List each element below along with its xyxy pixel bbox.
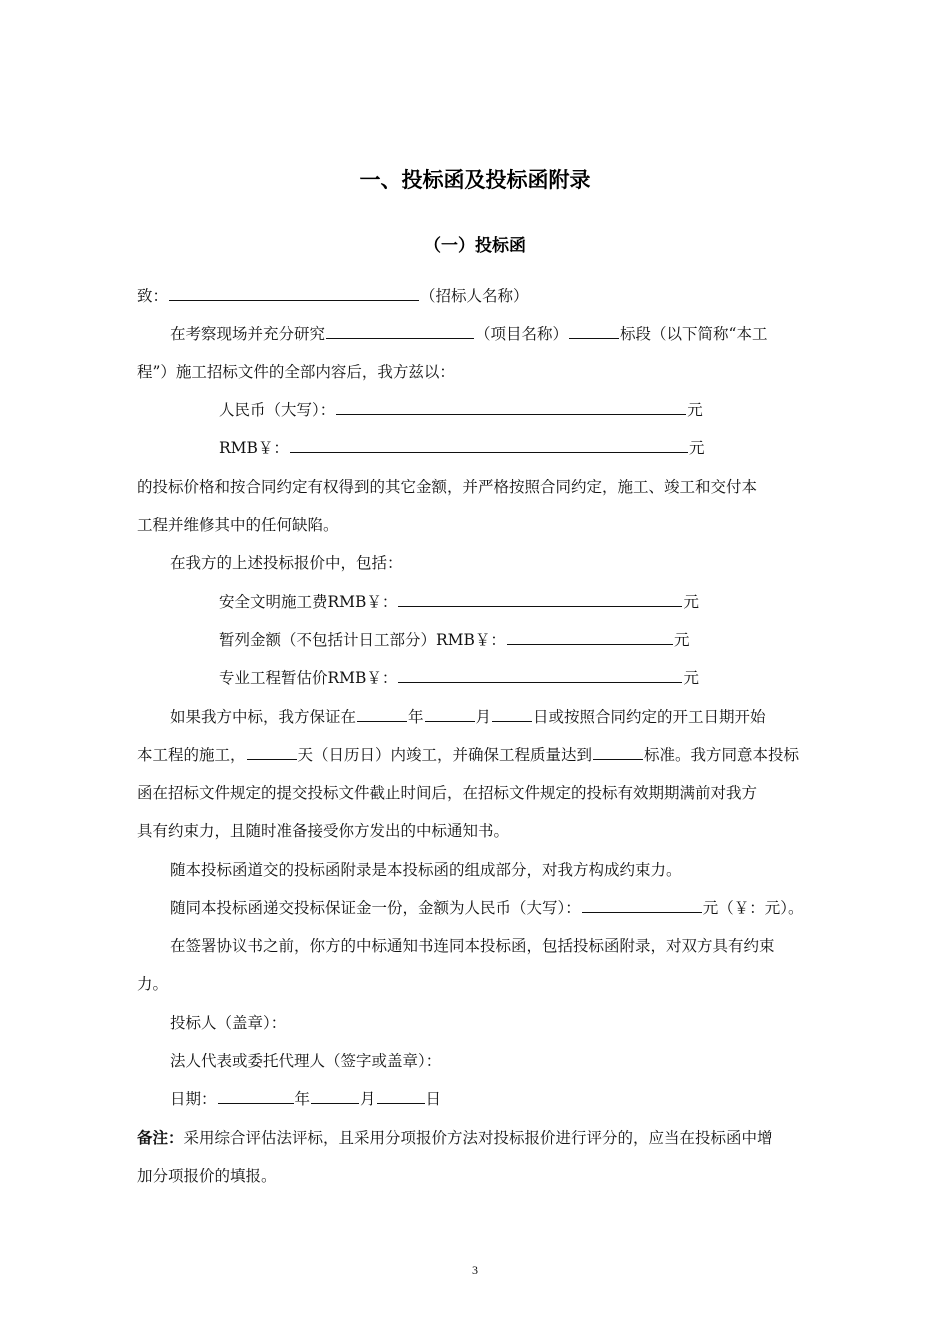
rmb-upper-label: 人民币（大写）： [219, 401, 336, 419]
section-title: （一）投标函 [424, 236, 526, 256]
item-provisional-label: 暂列金额（不包括计日工部分）RMB￥： [219, 631, 506, 649]
to-prefix: 致： [137, 287, 169, 305]
representative-line: 法人代表或委托代理人（签字或盖章）： [170, 1052, 442, 1070]
p1-text-c: 标段（以下简称“本工 [620, 325, 768, 343]
note-line-1 [137, 1128, 773, 1148]
date-year: 年 [294, 1090, 311, 1108]
p6-text-b: 元（￥：元）。 [702, 899, 804, 917]
start-day-blank [492, 707, 532, 722]
p4-text-c: 本工程的施工， [137, 746, 246, 764]
quality-blank [593, 745, 643, 760]
item-safety-line [219, 592, 699, 612]
paragraph-1-line-2: 程”）施工招标文件的全部内容后，我方兹以： [137, 363, 455, 381]
p1-text-b: （项目名称） [475, 325, 569, 343]
page-number: 3 [472, 1263, 478, 1277]
rmb-num-unit: 元 [688, 439, 705, 457]
paragraph-6 [170, 898, 804, 918]
p4-text-a: 如果我方中标，我方保证在 [170, 708, 357, 726]
item-safety-label: 安全文明施工费RMB￥： [219, 593, 398, 611]
rmb-num-label: RMB￥： [219, 439, 289, 457]
item-safety-blank [398, 592, 682, 607]
date-day: 日 [425, 1090, 442, 1108]
rmb-upper-unit: 元 [687, 401, 703, 419]
paragraph-5: 随本投标函道交的投标函附录是本投标函的组成部分，对我方构成约束力。 [170, 861, 682, 879]
paragraph-7-line-1: 在签署协议书之前，你方的中标通知书连同本投标函，包括投标函附录，对双方具有约束 [170, 937, 775, 955]
p4-year: 年 [408, 708, 424, 726]
item-provisional-blank [507, 630, 673, 645]
p4-text-e: 标准。我方同意本投标 [644, 746, 800, 764]
date-month-blank [311, 1089, 359, 1104]
paragraph-3: 在我方的上述投标报价中，包括： [170, 554, 403, 572]
item-estimate-label: 专业工程暂估价RMB￥： [219, 669, 398, 687]
paragraph-7-line-2: 力。 [137, 975, 169, 993]
to-line [137, 286, 529, 306]
to-suffix: （招标人名称） [420, 287, 529, 305]
p4-text-b: 日或按照合同约定的开工日期开始 [533, 708, 766, 726]
item-provisional-unit: 元 [673, 631, 690, 649]
paragraph-2-line-2: 工程并维修其中的任何缺陷。 [137, 516, 339, 534]
duration-blank [247, 745, 297, 760]
date-month: 月 [360, 1090, 376, 1108]
item-safety-unit: 元 [683, 593, 699, 611]
page-title: 一、投标函及投标函附录 [359, 168, 591, 192]
section-blank [569, 324, 619, 339]
item-estimate-blank [398, 668, 682, 683]
p6-text-a: 随同本投标函递交投标保证金一份，金额为人民币（大写）： [170, 899, 581, 917]
item-estimate-unit: 元 [683, 669, 699, 687]
recipient-blank [169, 286, 419, 301]
rmb-num-line [219, 438, 704, 458]
start-year-blank [357, 707, 407, 722]
item-provisional-line [219, 630, 689, 650]
paragraph-4-line-3: 函在招标文件规定的提交投标文件截止时间后，在招标文件规定的投标有效期期满前对我方 [137, 784, 758, 802]
date-line [170, 1089, 441, 1109]
rmb-num-blank [290, 438, 688, 453]
item-estimate-line [219, 668, 699, 688]
rmb-upper-line [219, 400, 703, 420]
p4-text-d: 天（日历日）内竣工，并确保工程质量达到 [297, 746, 593, 764]
paragraph-4-line-4: 具有约束力，且随时准备接受你方发出的中标通知书。 [137, 822, 510, 840]
note-line-2: 加分项报价的填报。 [137, 1167, 277, 1185]
note-label: 备注： [137, 1128, 184, 1147]
start-month-blank [425, 707, 475, 722]
rmb-upper-blank [336, 400, 686, 415]
paragraph-4-line-2 [137, 745, 799, 765]
bidder-stamp-line: 投标人（盖章）： [170, 1014, 287, 1032]
p1-text-a: 在考察现场并充分研究 [170, 325, 326, 343]
paragraph-2-line-1: 的投标价格和按合同约定有权得到的其它金额，并严格按照合同约定，施工、竣工和交付本 [137, 478, 758, 496]
paragraph-1-line-1 [170, 324, 767, 344]
project-name-blank [326, 324, 474, 339]
paragraph-4-line-1 [170, 707, 766, 727]
date-day-blank [377, 1089, 425, 1104]
p4-month: 月 [475, 708, 492, 726]
bond-amount-blank [582, 898, 702, 913]
date-year-blank [218, 1089, 294, 1104]
date-label: 日期： [170, 1090, 217, 1108]
note-text-a: 采用综合评估法评标，且采用分项报价方法对投标报价进行评分的，应当在投标函中增 [183, 1129, 773, 1147]
